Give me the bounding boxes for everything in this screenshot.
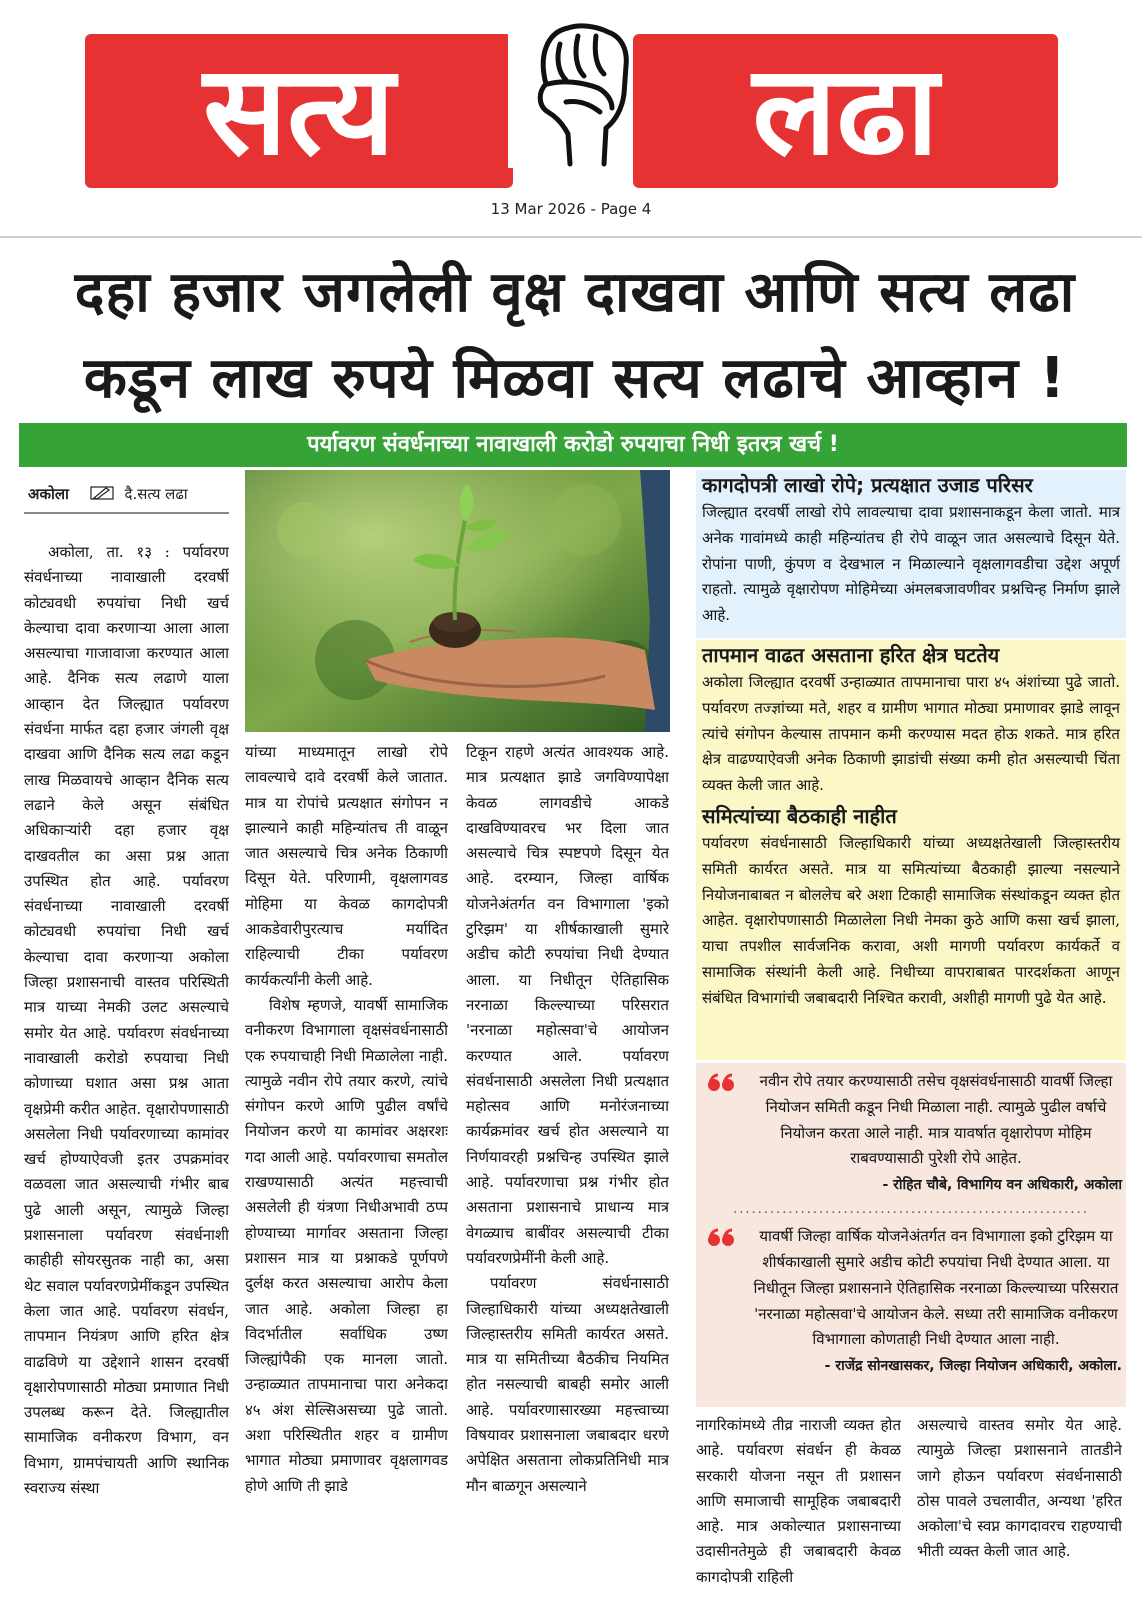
yellow-box-heading-2: समित्यांच्या बैठकाही नाहीत — [702, 803, 897, 828]
masthead — [0, 0, 1142, 235]
byline-source: दै.सत्य लढा — [124, 485, 188, 503]
article-column-4 — [696, 1413, 901, 1615]
article-col3-para-2: पर्यावरण संवर्धनासाठी जिल्हाधिकारी यांच्या अध्यक्षतेखाली जिल्हास्तरीय समिती कार्यरत असते. मात्र या समितीच्या बैठकीच नियमित होत नसल्याची बाबही समोर आली आहे. पर्यावरणासारख्या महत्त्वाच्या विषयावर प्रशासनाला जबाबदार धरणे अपेक्षित असताना लोकप्रतिनिधी मात्र मौन बाळगून असल्याने — [466, 1274, 669, 1495]
raised-fist-icon — [508, 14, 642, 168]
quote-2-attribution: - राजेंद्र सोनखासकर, जिल्हा नियोजन अधिकारी, अकोला. — [824, 1358, 1122, 1375]
headline-line-2: कडून लाख रुपये मिळवा सत्य लढाचे आव्हान ! — [83, 346, 1067, 411]
article-column-1 — [24, 540, 229, 1615]
article-col3-para-1: टिकून राहणे अत्यंत आवश्यक आहे. मात्र प्रत्यक्षात झाडे जगविण्यापेक्षा केवळ लागवडीचे आकडे दाखविण्यावरच भर दिला जात असल्याचे चित्र स्पष्टपणे दिसून येत आहे. दरम्यान, जिल्हा वार्षिक योजनेअंतर्गत वन विभागाला 'इको टुरिझम' या शीर्षकाखाली सुमारे अडीच कोटी रुपयांचा निधी देण्यात आला. या निधीतून ऐतिहासिक नरनाळा किल्ल्याच्या परिसरात 'नरनाळा महोत्सवा'चे आयोजन करण्यात आले. पर्यावरण संवर्धनासाठी असलेला निधी प्रत्यक्षात महोत्सव आणि मनोरंजनाच्या कार्यक्रमांवर खर्च होत असल्याने या निर्णयावरही प्रश्नचिन्ह उपस्थित झाले आहे. पर्यावरणाचा प्रश्न गंभीर होत असताना प्रशासनाचे प्राधान्य मात्र वेगळ्याच बाबींवर असल्याची टीका पर्यावरणप्रेमींनी केली आहे. — [466, 743, 669, 1267]
article-col4-text: नागरिकांमध्ये तीव्र नाराजी व्यक्त होत आहे. पर्यावरण संवर्धन ही केवळ सरकारी योजना नसून ती प्रशासन आणि समाजाची सामूहिक जबाबदारी आहे. मात्र अकोल्यात प्रशासनाच्या उदासीनतेमुळे ही जबाबदारी केवळ कागदोपत्री राहिली — [696, 1416, 901, 1586]
article-col1-text: अकोला, ता. १३ : पर्यावरण संवर्धनाच्या नावाखाली दरवर्षी कोट्यवधी रुपयांचा निधी खर्च केल्याचा दावा करणाऱ्या आला आला असल्याचा गाजावाजा करण्यात आला आहे. दैनिक सत्य लढाणे याला आव्हान देत जिल्ह्यात पर्यावरण संवर्धना मार्फत दहा हजार जंगली वृक्ष दाखवा आणि दैनिक सत्य लढा कडून लाख मिळवायचे आव्हान दैनिक सत्य लढाने केले असून संबंधित अधिकाऱ्यांरी दहा हजार वृक्ष दाखवतील का असा प्रश्न आता उपस्थित होत आहे. पर्यावरण संवर्धनाच्या नावाखाली दरवर्षी कोट्यवधी रुपयांचा निधी खर्च केल्याचा दावा करणाऱ्या अकोला जिल्हा प्रशासनाची वास्तव परिस्थिती मात्र याच्या नेमकी उलट असल्याचे समोर येत आहे. पर्यावरण संवर्धनाच्या नावाखाली करोडो रुपयाचा निधी कोणाच्या घशात असा प्रश्न आता वृक्षप्रेमी करीत आहेत. वृक्षारोपणासाठी असलेला निधी पर्यावरणाच्या कामांवर खर्च होण्याऐवजी इतर उपक्रमांवर वळवला जात असल्याची गंभीर बाब पुढे आली असून, त्यामुळे जिल्हा प्रशासनाला पर्यावरण संवर्धनाशी काहीही सोयरसुतक नाही का, असा थेट सवाल पर्यावरणप्रेमींकडून उपस्थित केला जात आहे. पर्यावरण संवर्धन, तापमान नियंत्रण आणि हरित क्षेत्र वाढविणे या उद्देशाने शासन दरवर्षी वृक्षारोपणासाठी मोठ्या प्रमाणात निधी उपलब्ध करून देते. जिल्ह्यातील सामाजिक वनीकरण विभाग, वन विभाग, ग्रामपंचायती आणि स्थानिक स्वराज्य संस्था — [24, 543, 229, 1497]
sidebar-box-blue — [696, 470, 1126, 638]
quote-2-text: यावर्षी जिल्हा वार्षिक योजनेअंतर्गत वन विभागाला इको टुरिझम या शीर्षकाखाली सुमारे अडीच कोटी रुपयांचा निधी देण्यात आला. या निधीतून जिल्हा प्रशासनाने ऐतिहासिक नरनाळा किल्ल्याच्या परिसरात 'नरनाळा महोत्सवा'चे आयोजन केले. सध्या तरी सामाजिक वनीकरण विभागाला कोणताही निधी देण्यात आला नाही. — [753, 1227, 1119, 1349]
masthead-title-right: लढा — [633, 34, 1058, 188]
quote-1-attribution: - रोहित चौबे, विभागिय वन अधिकारी, अकोला — [882, 1177, 1122, 1194]
blue-box-body: जिल्ह्यात दरवर्षी लाखो रोपे लावल्याचा दावा प्रशासनाकडून केला जातो. मात्र अनेक गावांमध्ये काही महिन्यांतच ही रोपे वाळून जात असल्याचे दिसून येते. रोपांना पाणी, कुंपण व देखभाल न मिळाल्याने वृक्षलागवडीचा उद्देश अपूर्ण राहतो. त्यामुळे वृक्षारोपण मोहिमेच्या अंमलबजावणीवर प्रश्नचिन्ह निर्माण झाले आहे. — [702, 503, 1120, 625]
yellow-box-heading-1: तापमान वाढत असताना हरित क्षेत्र घटतेय — [702, 643, 1000, 667]
quote-1 — [700, 1069, 1122, 1172]
photo-illustration — [245, 470, 670, 732]
article-column-2 — [245, 740, 448, 1615]
hand-holding-seedling-photo — [245, 470, 670, 732]
article-col5-text: असल्याचे वास्तव समोर येत आहे. त्यामुळे जिल्हा प्रशासनाने तातडीने जागे होऊन पर्यावरण संवर्धनासाठी ठोस पावले उचलावीत, अन्यथा 'हरित अकोला'चे स्वप्न कागदावरच राहण्याची भीती व्यक्त केली जात आहे. — [917, 1416, 1122, 1561]
quote-2 — [700, 1224, 1122, 1353]
issue-date-page: 13 Mar 2026 - Page 4 — [490, 200, 652, 218]
blue-box-heading: कागदोपत्री लाखो रोपे; प्रत्यक्षात उजाड परिसर — [702, 473, 1033, 497]
byline-place: अकोला — [28, 485, 69, 503]
sidebar-box-quotes — [696, 1063, 1126, 1407]
article-col2-para-2: विशेष म्हणजे, यावर्षी सामाजिक वनीकरण विभागाला वृक्षसंवर्धनासाठी एक रुपयाचाही निधी मिळालेला नाही. त्यामुळे नवीन रोपे तयार करणे, त्यांचे संगोपन करणे आणि पुढील वर्षांचे नियोजन करणे या कामांवर अक्षरशः गदा आली आहे. पर्यावरणाचा समतोल राखण्यासाठी अत्यंत महत्त्वाची असलेली ही यंत्रणा निधीअभावी ठप्प होण्याच्या मार्गावर असताना जिल्हा प्रशासन मात्र या प्रश्नाकडे पूर्णपणे दुर्लक्ष करत असल्याचा आरोप केला जात आहे. अकोला जिल्हा हा विदर्भातील सर्वाधिक उष्ण जिल्ह्यांपैकी एक मानला जातो. उन्हाळ्यात तापमानाचा पारा अनेकदा ४५ अंश सेल्सिअसच्या पुढे जातो. अशा परिस्थितीत शहर व ग्रामीण भागात मोठ्या प्रमाणावर वृक्षलागवड होणे आणि ती झाडे — [245, 995, 448, 1495]
byline-underline — [24, 512, 229, 514]
article-col2-para-1: यांच्या माध्यमातून लाखो रोपे लावल्याचे दावे दरवर्षी केले जातात. मात्र या रोपांचे प्रत्यक्षात संगोपन न झाल्याने काही महिन्यांतच ती वाळून जात असल्याचे चित्र अनेक ठिकाणी दिसून येते. परिणामी, वृक्षलागवड मोहिमा या केवळ कागदोपत्री आकडेवारीपुरत्याच मर्यादित राहिल्याची टीका पर्यावरण कार्यकर्त्यांनी केली आहे. — [245, 743, 448, 989]
yellow-box-body-1: अकोला जिल्ह्यात दरवर्षी उन्हाळ्यात तापमानाचा पारा ४५ अंशांच्या पुढे जातो. पर्यावरण तज्ज्ञांच्या मते, शहर व ग्रामीण भागात मोठ्या प्रमाणावर झाडे लावून त्यांचे संगोपन केल्यास तापमान कमी करण्यास मदत होऊ शकते. मात्र हरित क्षेत्र वाढण्याऐवजी अनेक ठिकाणी झाडांची संख्या कमी होत असल्याची चिंता व्यक्त केली जात आहे. — [702, 673, 1120, 795]
quote-separator: .......................................................... — [733, 1202, 1089, 1218]
byline — [28, 484, 228, 512]
yellow-box-body-2: पर्यावरण संवर्धनासाठी जिल्हाधिकारी यांच्या अध्यक्षतेखाली जिल्हास्तरीय समिती कार्यरत असते. मात्र या समित्यांच्या बैठकाही झाल्या नसल्याने नियोजनाबाबत न बोललेच बरे अशा टिकाही सामाजिक संस्थांकडून व्यक्त होत आहेत. वृक्षारोपणासाठी मिळालेला निधी नेमका कुठे आणि कसा खर्च झाला, याचा तपशील सार्वजनिक करावा, अशी मागणी पर्यावरण कार्यकर्ते व सामाजिक संस्थांनी केली आहे. निधीच्या वापराबाबत पारदर्शकता आणून संबंधित विभागांची जबाबदारी निश्चित करावी, अशीही मागणी पुढे येत आहे. — [702, 833, 1120, 1007]
pen-icon — [90, 485, 114, 501]
headline — [20, 250, 1130, 422]
article-column-5 — [917, 1413, 1122, 1615]
headline-line-1: दहा हजार जगलेली वृक्ष दाखवा आणि सत्य लढा — [74, 260, 1076, 325]
quote-1-text: नवीन रोपे तयार करण्यासाठी तसेच वृक्षसंवर्धनासाठी यावर्षी जिल्हा नियोजन समिती कडून निधी मिळाला नाही. त्यामुळे पुढील वर्षाचे नियोजन करता आले नाही. मात्र यावर्षात वृक्षारोपण मोहिम राबवण्यासाठी पुरेशी रोपे आहेत. — [759, 1072, 1113, 1168]
sidebar-box-yellow — [696, 640, 1126, 1060]
subheadline-bar: पर्यावरण संवर्धनाच्या नावाखाली करोडो रुपयाचा निधी इतरत्र खर्च ! — [19, 423, 1127, 467]
quote-marks-icon — [706, 1228, 736, 1248]
article-column-3 — [466, 740, 669, 1615]
quote-marks-icon — [706, 1073, 736, 1093]
masthead-divider — [0, 236, 1142, 238]
masthead-title-left: सत्य — [85, 34, 513, 188]
